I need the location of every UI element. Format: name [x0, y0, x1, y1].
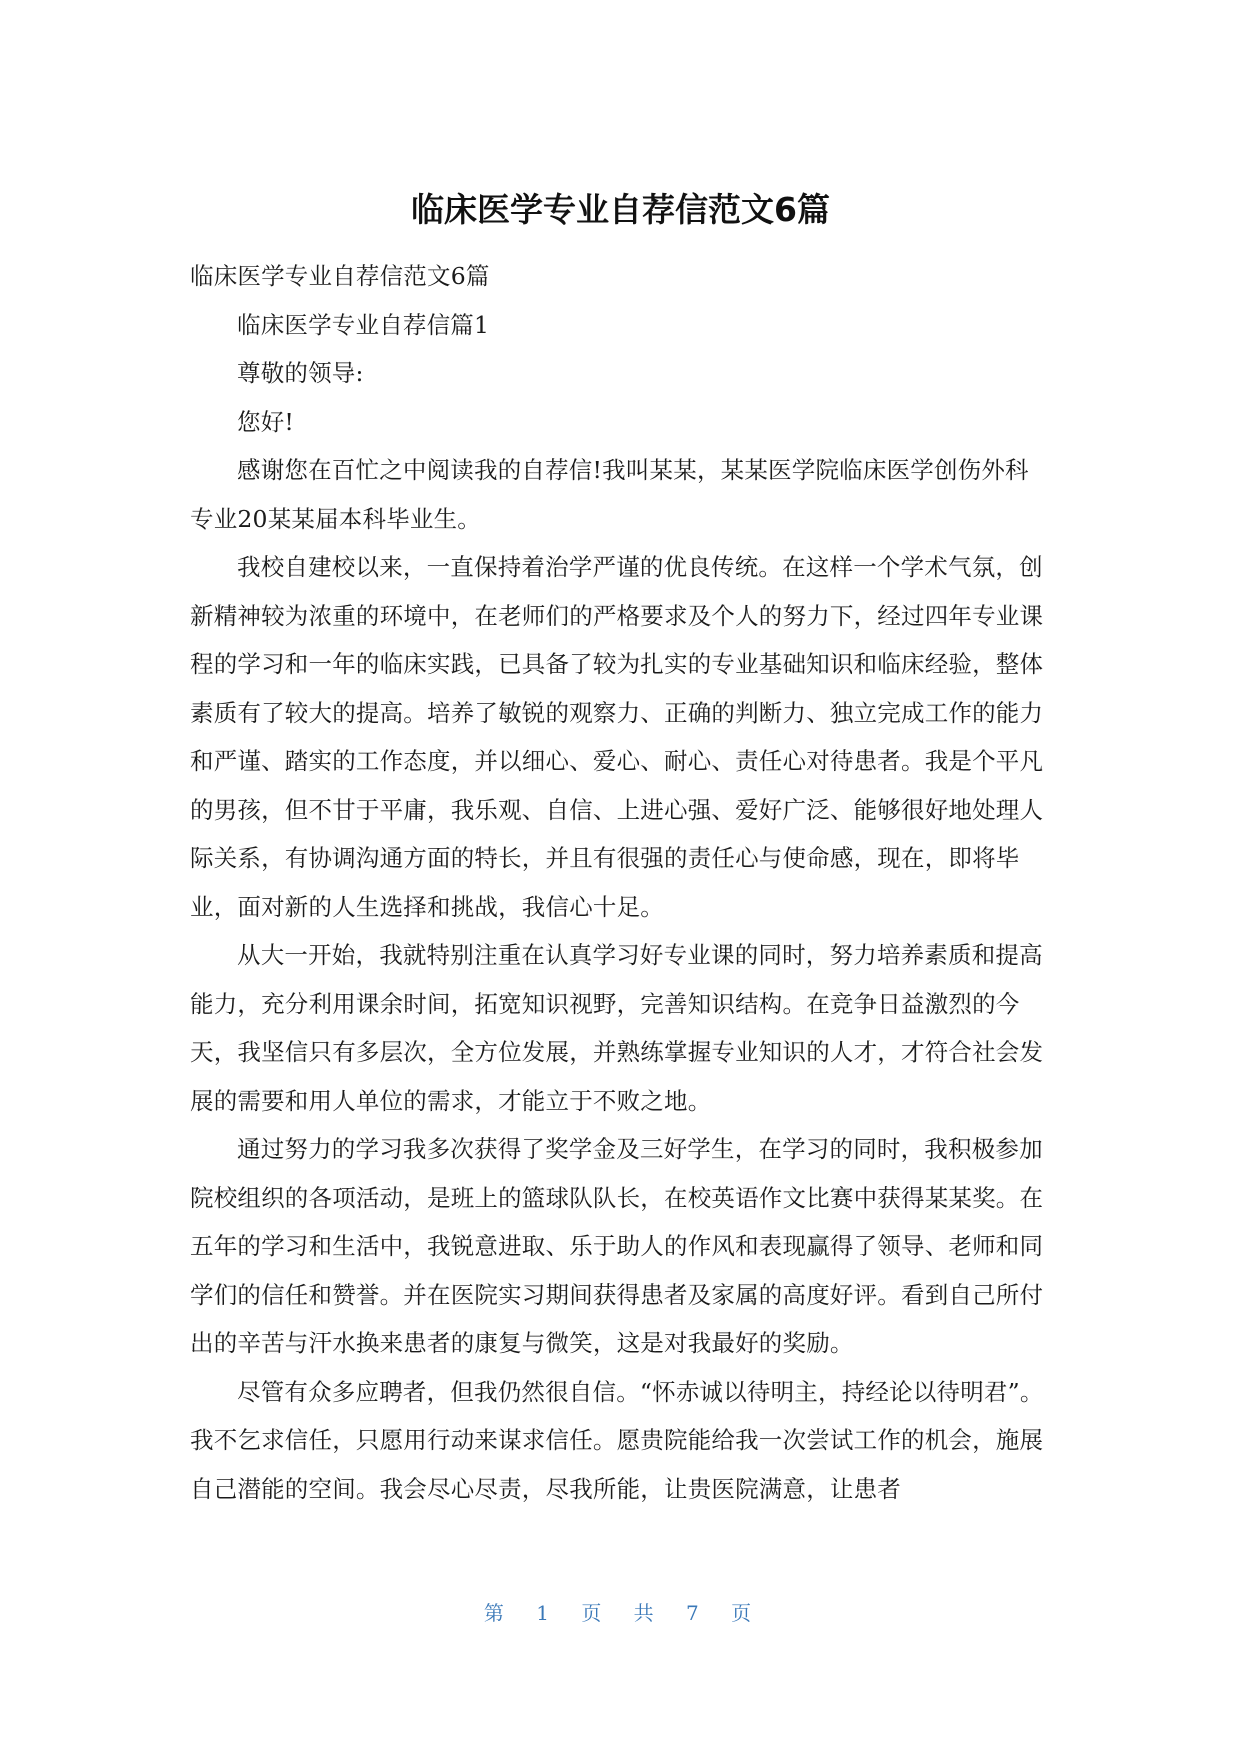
- document-subtitle: 临床医学专业自荐信范文6篇: [190, 262, 490, 290]
- document-title: 临床医学专业自荐信范文6篇: [411, 190, 830, 229]
- page-number: 第 1 页 共 7 页: [483, 1601, 758, 1625]
- salutation: 尊敬的领导:: [237, 359, 364, 387]
- paragraph: 从大一开始，我就特别注重在认真学习好专业课的同时，努力培养素质和提高能力，充分利用课余时间，拓宽知识视野，完善知识结构。在竞争日益激烈的今天，我坚信只有多层次，全方位发展，并熟练掌握专业知识的人才，才符合社会发展的需要和用人单位的需求，才能立于不败之地。: [190, 941, 1044, 1115]
- section-heading: 临床医学专业自荐信篇1: [237, 310, 490, 339]
- document-body: [190, 252, 1052, 1513]
- paragraph: 尽管有众多应聘者，但我仍然很自信。“怀赤诚以待明主，持经论以待明君”。我不乞求信任，只愿用行动来谋求信任。愿贵院能给我一次尝试工作的机会，施展自己潜能的空间。我会尽心尽责，尽我所能，让贵医院满意，让患者: [190, 1377, 1044, 1503]
- paragraph: 感谢您在百忙之中阅读我的自荐信!我叫某某，某某医学院临床医学创伤外科专业20某某届本科毕业生。: [190, 456, 1029, 533]
- paragraph: 通过努力的学习我多次获得了奖学金及三好学生，在学习的同时，我积极参加院校组织的各项活动，是班上的篮球队队长，在校英语作文比赛中获得某某奖。在五年的学习和生活中，我锐意进取、乐于助人的作风和表现赢得了领导、老师和同学们的信任和赞誉。并在医院实习期间获得患者及家属的高度好评。看到自己所付出的辛苦与汗水换来患者的康复与微笑，这是对我最好的奖励。: [190, 1135, 1044, 1357]
- paragraph: 我校自建校以来，一直保持着治学严谨的优良传统。在这样一个学术气氛，创新精神较为浓重的环境中，在老师们的严格要求及个人的努力下，经过四年专业课程的学习和一年的临床实践，已具备了较为扎实的专业基础知识和临床经验，整体素质有了较大的提高。培养了敏锐的观察力、正确的判断力、独立完成工作的能力和严谨、踏实的工作态度，并以细心、爱心、耐心、责任心对待患者。我是个平凡的男孩，但不甘于平庸，我乐观、自信、上进心强、爱好广泛、能够很好地处理人际关系，有协调沟通方面的特长，并且有很强的责任心与使命感，现在，即将毕业，面对新的人生选择和挑战，我信心十足。: [190, 553, 1044, 921]
- greeting: 您好!: [237, 407, 295, 436]
